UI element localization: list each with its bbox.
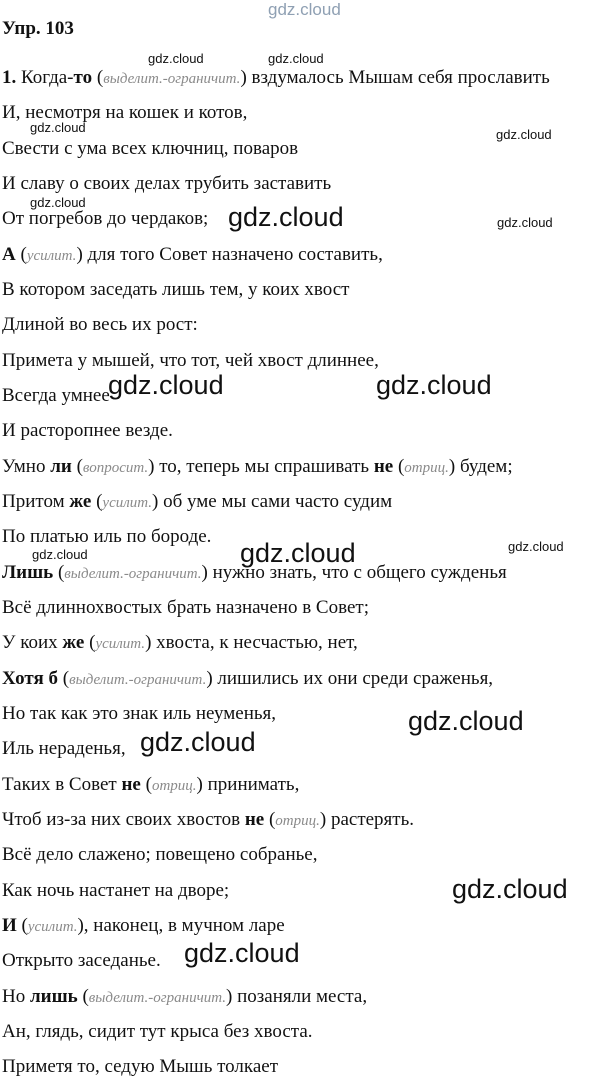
- text-segment: Приметя то, седую Мышь толкает: [2, 1056, 279, 1077]
- grammar-note: усилит.: [102, 495, 153, 511]
- text-segment: По платью иль по бороде.: [2, 526, 212, 547]
- text-line: [2, 314, 198, 336]
- watermark: gdz.cloud: [452, 874, 568, 904]
- text-segment: Длиной во весь их рост:: [2, 314, 198, 335]
- text-segment: ) растерять.: [319, 809, 415, 830]
- text-segment: ) хвоста, к несчастью, нет,: [145, 632, 358, 653]
- grammar-note: выделит.-ограничит.: [103, 71, 241, 87]
- watermark: gdz.cloud: [30, 120, 86, 135]
- particle-highlight: Лишь: [2, 562, 54, 583]
- text-line: [2, 1021, 313, 1043]
- watermark: gdz.cloud: [268, 51, 324, 66]
- text-segment: (: [264, 809, 276, 830]
- text-segment: (: [16, 915, 28, 936]
- text-line: [2, 350, 379, 372]
- text-line: [2, 173, 331, 195]
- watermark: gdz.cloud: [496, 127, 552, 142]
- text-segment: Всё дело слажено; повещено собранье,: [2, 844, 318, 865]
- grammar-note: вопросит.: [82, 460, 149, 476]
- text-line: [2, 844, 317, 866]
- text-line: [2, 774, 299, 797]
- particle-highlight: не: [244, 809, 265, 830]
- grammar-note: выделит.-ограничит.: [88, 990, 227, 1006]
- watermark: gdz.cloud: [108, 370, 224, 400]
- text-segment: ) будем;: [448, 456, 513, 477]
- exercise-title: Упр. 103: [2, 18, 74, 39]
- text-segment: Как ночь настанет на дворе;: [2, 880, 230, 901]
- text-line: [2, 703, 276, 725]
- text-line: [2, 986, 367, 1009]
- text-segment: И славу о своих делах трубить заставить: [2, 173, 332, 194]
- text-segment: (: [77, 986, 89, 1007]
- particle-highlight: не: [373, 456, 394, 477]
- text-segment: (: [53, 562, 65, 583]
- text-segment: Всегда умнее: [2, 385, 110, 406]
- text-segment: (: [393, 456, 405, 477]
- text-segment: ) для того Совет назначено составить,: [76, 244, 383, 265]
- text-segment: (: [84, 632, 96, 653]
- text-segment: ) позаняли места,: [226, 986, 368, 1007]
- text-segment: (: [58, 668, 70, 689]
- watermark: gdz.cloud: [228, 202, 344, 232]
- particle-highlight: же: [69, 491, 92, 512]
- text-line: [2, 632, 358, 655]
- text-line: [2, 385, 110, 407]
- text-line: [2, 208, 208, 230]
- grammar-note: отриц.: [404, 460, 449, 476]
- text-segment: ) вздумалось Мышам себя прославить: [240, 67, 550, 88]
- particle-highlight: А: [2, 244, 16, 265]
- grammar-note: отриц.: [151, 778, 197, 794]
- text-segment: В котором заседать лишь тем, у коих хвост: [2, 279, 350, 300]
- text-segment: Открыто заседанье.: [2, 950, 161, 971]
- particle-highlight: лишь: [29, 986, 78, 1007]
- text-segment: От погребов до чердаков;: [2, 208, 209, 229]
- text-segment: Ан, глядь, сидит тут крыса без хвоста.: [2, 1021, 313, 1042]
- text-segment: Но так как это знак иль неуменья,: [2, 703, 277, 724]
- text-line: [2, 880, 229, 902]
- text-line: [2, 809, 414, 832]
- text-line: [2, 915, 285, 938]
- watermark: gdz.cloud: [376, 370, 492, 400]
- text-segment: Иль нераденья,: [2, 738, 126, 759]
- text-segment: Умно: [2, 456, 51, 477]
- text-line: [2, 420, 173, 442]
- text-line: [2, 456, 513, 479]
- watermark: gdz.cloud: [140, 727, 256, 757]
- text-segment: (: [71, 456, 83, 477]
- text-segment: (: [15, 244, 27, 265]
- text-segment: ) лишились их они среди сраженья,: [206, 668, 494, 689]
- text-segment: Всё длиннохвостых брать назначено в Совет;: [2, 597, 369, 618]
- particle-highlight: же: [62, 632, 85, 653]
- text-segment: (: [92, 67, 104, 88]
- text-line: [2, 668, 493, 691]
- text-segment: ) то, теперь мы спрашивать: [148, 456, 374, 477]
- text-line: [2, 279, 349, 301]
- text-segment: (: [91, 491, 103, 512]
- text-segment: ), наконец, в мучном ларе: [77, 915, 285, 936]
- text-segment: Притом: [2, 491, 70, 512]
- watermark: gdz.cloud: [240, 538, 356, 568]
- text-segment: Примета у мышей, что тот, чей хвост длиннее,: [2, 350, 379, 371]
- watermark-top: gdz.cloud: [268, 0, 341, 19]
- text-line: [2, 67, 550, 90]
- text-line: [2, 138, 298, 160]
- grammar-note: усилит.: [26, 248, 77, 264]
- text-segment: И расторопнее везде.: [2, 420, 173, 441]
- watermark: gdz.cloud: [497, 215, 553, 230]
- text-segment: Чтоб из-за них своих хвостов: [2, 809, 245, 830]
- text-segment: И, несмотря на кошек и котов,: [2, 102, 248, 123]
- grammar-note: усилит.: [95, 636, 146, 652]
- particle-highlight: ли: [50, 456, 72, 477]
- text-line: [2, 950, 161, 972]
- grammar-note: усилит.: [27, 919, 78, 935]
- particle-highlight: И: [2, 915, 17, 936]
- particle-highlight: не: [121, 774, 141, 795]
- watermark: gdz.cloud: [408, 706, 524, 736]
- text-line: [2, 244, 383, 267]
- grammar-note: отриц.: [275, 813, 320, 829]
- watermark: gdz.cloud: [508, 539, 564, 554]
- text-line: [2, 526, 211, 548]
- particle-highlight: Хотя б: [2, 668, 58, 689]
- text-segment: У коих: [2, 632, 63, 653]
- text-segment: Но: [2, 986, 30, 1007]
- watermark: gdz.cloud: [148, 51, 204, 66]
- text-line: [2, 738, 126, 760]
- text-line: [2, 1056, 278, 1078]
- text-segment: ) об уме мы сами часто судим: [152, 491, 393, 512]
- text-line: [2, 491, 392, 514]
- text-segment: Таких в Совет: [2, 774, 122, 795]
- watermark: gdz.cloud: [32, 547, 88, 562]
- watermark: gdz.cloud: [184, 938, 300, 968]
- particle-highlight: то: [73, 67, 93, 88]
- text-line: [2, 597, 369, 619]
- particle-highlight: 1.: [2, 67, 21, 88]
- grammar-note: выделит.-ограничит.: [64, 566, 202, 582]
- text-segment: Когда-: [21, 67, 74, 88]
- grammar-note: выделит.-ограничит.: [69, 672, 207, 688]
- watermark: gdz.cloud: [30, 195, 86, 210]
- text-segment: (: [140, 774, 152, 795]
- text-segment: ) нужно знать, что с общего сужденья: [201, 562, 507, 583]
- text-segment: ) принимать,: [196, 774, 300, 795]
- text-segment: Свести с ума всех ключниц, поваров: [2, 138, 299, 159]
